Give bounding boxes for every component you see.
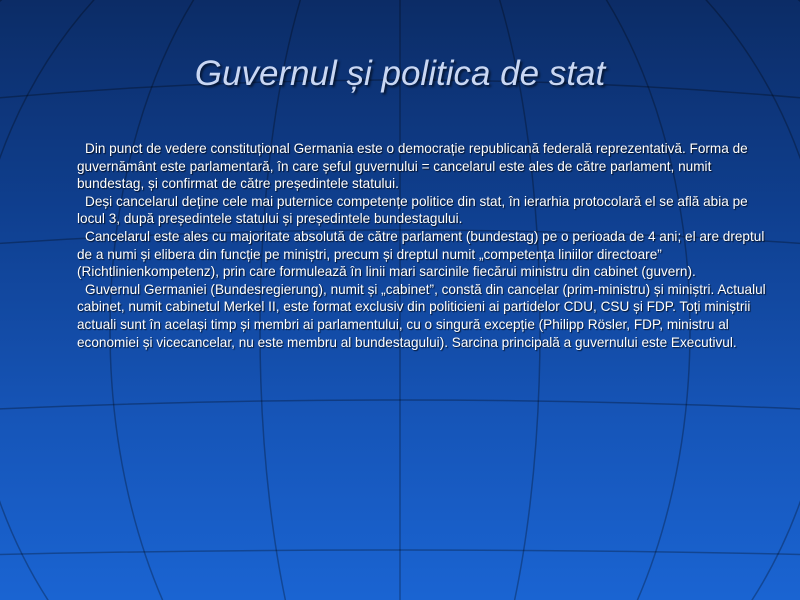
paragraph-government-cabinet: Guvernul Germaniei (Bundesregierung), numit și „cabinet”, constă din cancelar (prim-ministru) și miniștri. Actualul cabinet, numit cabinetul Merkel II, este format exclusiv din politicieni ai partidelor CDU, CSU și FDP. Toți miniștrii actuali sunt în același timp și membri ai parlamentului, cu o singură excepție (Philipp Rösler, FDP, ministru al economiei și vicecancelar, nu este membru al bundestagului). Sarcina principală a guvernului este Executivul.: [77, 281, 766, 350]
slide-title: Guvernul și politica de stat: [194, 54, 606, 93]
slide-body: [77, 140, 767, 351]
paragraph-constitution: Din punct de vedere constituțional Germania este o democrație republicană federală reprezentativă. Forma de guvernământ este parlamentară, în care șeful guvernului = cancelarul este ales de către parlament, numit bundestag, și confirmat de către președintele statului.: [77, 141, 748, 192]
paragraph-chancellor-protocol: Deși cancelarul deține cele mai puternice competențe politice din stat, în ierarhia protocolară el se află abia pe locul 3, după președintele statului și președintele bundestagului.: [77, 193, 748, 227]
paragraph-chancellor-election: Cancelarul este ales cu majoritate absolută de către parlament (bundestag) pe o perioada de 4 ani; el are dreptul de a numi și elibera din funcție pe miniștri, precum și dreptul numit „competența liniilor directoare” (Richtlinienkompetenz), prin care formulează în linii mari sarcinile fiecărui ministru din cabinet (guvern).: [77, 228, 765, 280]
